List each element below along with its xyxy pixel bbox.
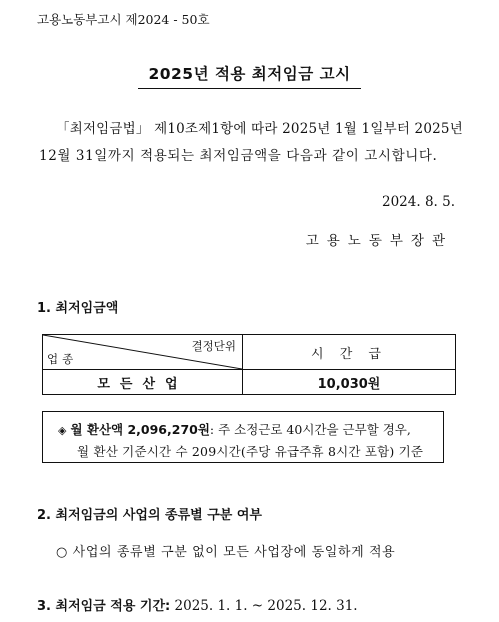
section-3-label: 3. 최저임금 적용 기간: [37,599,171,614]
note-line-1 [58,420,411,438]
section-2-heading: 2. 최저임금의 사업의 종류별 구분 여부 [37,508,262,523]
application-period: 2025. 1. 1. ~ 2025. 12. 31. [170,598,358,614]
section-3-heading [37,595,358,614]
column-header-hourly: 시 간 급 [243,335,456,370]
minimum-wage-table [42,334,456,395]
corner-label-industry: 업종 [47,352,78,366]
notice-number: 고용노동부고시 제2024 - 50호 [37,12,210,27]
note-line-1-rest: : 주 소정근로 40시간을 근무할 경우, [209,422,411,437]
section-1-heading: 1. 최저임금액 [37,301,119,316]
monthly-conversion-note [42,411,444,463]
section-2-item: ○ 사업의 종류별 구분 없이 모든 사업장에 동일하게 적용 [56,545,396,560]
table-corner-cell [43,335,243,370]
row-label-all-industries: 모든산업 [43,370,243,395]
intro-line-2: 12월 31일까지 적용되는 최저임금액을 다음과 같이 고시합니다. [39,148,438,164]
notice-date: 2024. 8. 5. [382,194,455,210]
table-header-row [43,335,456,370]
table-row [43,370,456,395]
issuer: 고용노동부장관 [305,233,453,249]
hourly-wage-value: 10,030원 [243,370,456,395]
document-title-wrapper [0,62,499,89]
document-title: 2025년 적용 최저임금 고시 [138,62,360,89]
note-line-2: 월 환산 기준시간 수 209시간(주당 유급주휴 8시간 포함) 기준 [77,444,424,459]
monthly-amount: 월 환산액 2,096,270원 [70,422,210,437]
intro-line-1: 「최저임금법」 제10조제1항에 따라 2025년 1월 1일부터 2025년 [56,121,463,137]
diamond-bullet-icon: ◈ [58,424,67,437]
corner-label-unit: 결정단위 [191,339,236,353]
